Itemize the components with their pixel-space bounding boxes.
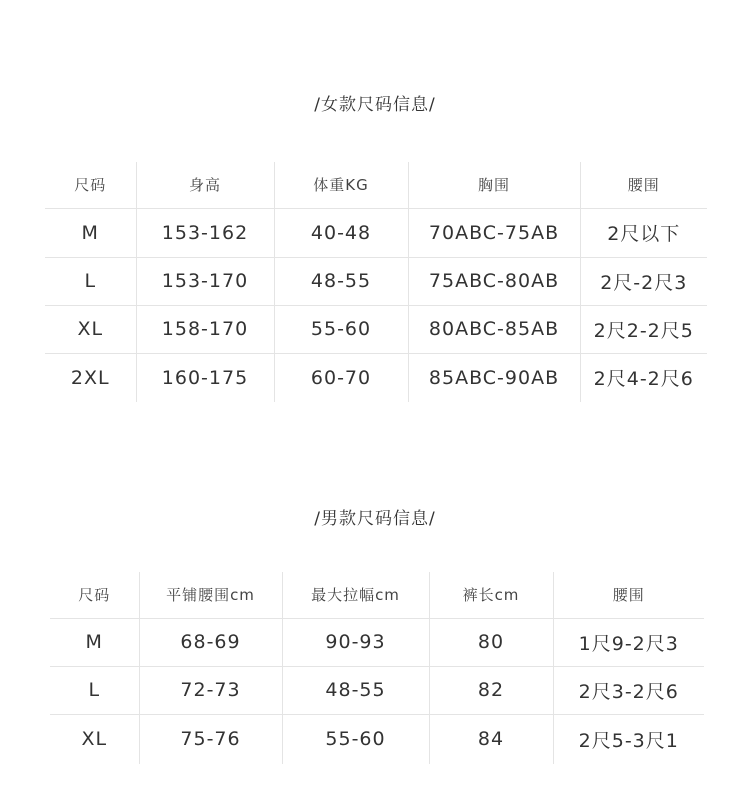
header-cell: 身高 (136, 162, 274, 208)
table-header-row (50, 572, 704, 618)
men-size-table (50, 572, 704, 764)
header-cell: 腰围 (580, 162, 707, 208)
table-cell: 90-93 (282, 618, 429, 666)
table-cell: 2尺以下 (580, 208, 707, 257)
men-size-title: /男款尺码信息/ (314, 509, 436, 529)
table-cell: 2尺5-3尺1 (578, 729, 679, 752)
table-cell: 2尺3-2尺6 (553, 666, 704, 714)
header-cell: 尺码 (45, 162, 136, 208)
header-cell: 最大拉幅cm (282, 572, 429, 618)
table-cell: 80ABC-85AB (408, 305, 580, 353)
table-cell: 85ABC-90AB (408, 353, 580, 402)
table-cell: 84 (429, 714, 553, 764)
table-cell: 82 (429, 666, 553, 714)
table-cell: 48-55 (282, 666, 429, 714)
table-cell: 2尺2-2尺5 (580, 305, 707, 353)
table-cell: 55-60 (274, 305, 408, 353)
table-cell: 40-48 (274, 208, 408, 257)
table-cell: 2尺4-2尺6 (593, 368, 694, 391)
table-cell: 80 (429, 618, 553, 666)
women-size-table (45, 162, 707, 402)
table-cell: 160-175 (136, 353, 274, 402)
table-cell: 75ABC-80AB (408, 257, 580, 305)
table-row (45, 257, 707, 305)
table-cell: 72-73 (139, 666, 282, 714)
table-row (45, 305, 707, 353)
header-cell: 平铺腰围cm (139, 572, 282, 618)
table-cell: 75-76 (139, 714, 282, 764)
women-size-title: /女款尺码信息/ (314, 95, 436, 115)
table-row (50, 666, 704, 714)
table-cell: M (45, 208, 136, 257)
table-cell: 153-170 (136, 257, 274, 305)
table-cell: M (50, 618, 139, 666)
table-cell: 55-60 (282, 714, 429, 764)
table-cell: 158-170 (136, 305, 274, 353)
header-cell: 裤长cm (429, 572, 553, 618)
table-cell: XL (45, 305, 136, 353)
header-cell: 体重KG (274, 162, 408, 208)
table-cell: L (45, 257, 136, 305)
table-cell: 153-162 (136, 208, 274, 257)
table-cell: 68-69 (139, 618, 282, 666)
table-header-row (45, 162, 707, 208)
table-cell: XL (50, 714, 139, 764)
table-row (45, 208, 707, 257)
table-cell: L (50, 666, 139, 714)
table-cell: 2XL (45, 353, 136, 402)
table-cell: 48-55 (274, 257, 408, 305)
header-cell: 尺码 (50, 572, 139, 618)
table-row (45, 353, 707, 402)
table-row (50, 714, 704, 764)
table-cell: 1尺9-2尺3 (553, 618, 704, 666)
table-cell: 2尺-2尺3 (580, 257, 707, 305)
table-cell: 70ABC-75AB (408, 208, 580, 257)
header-cell: 腰围 (553, 572, 704, 618)
header-cell: 胸围 (408, 162, 580, 208)
table-row (50, 618, 704, 666)
table-cell: 60-70 (274, 353, 408, 402)
